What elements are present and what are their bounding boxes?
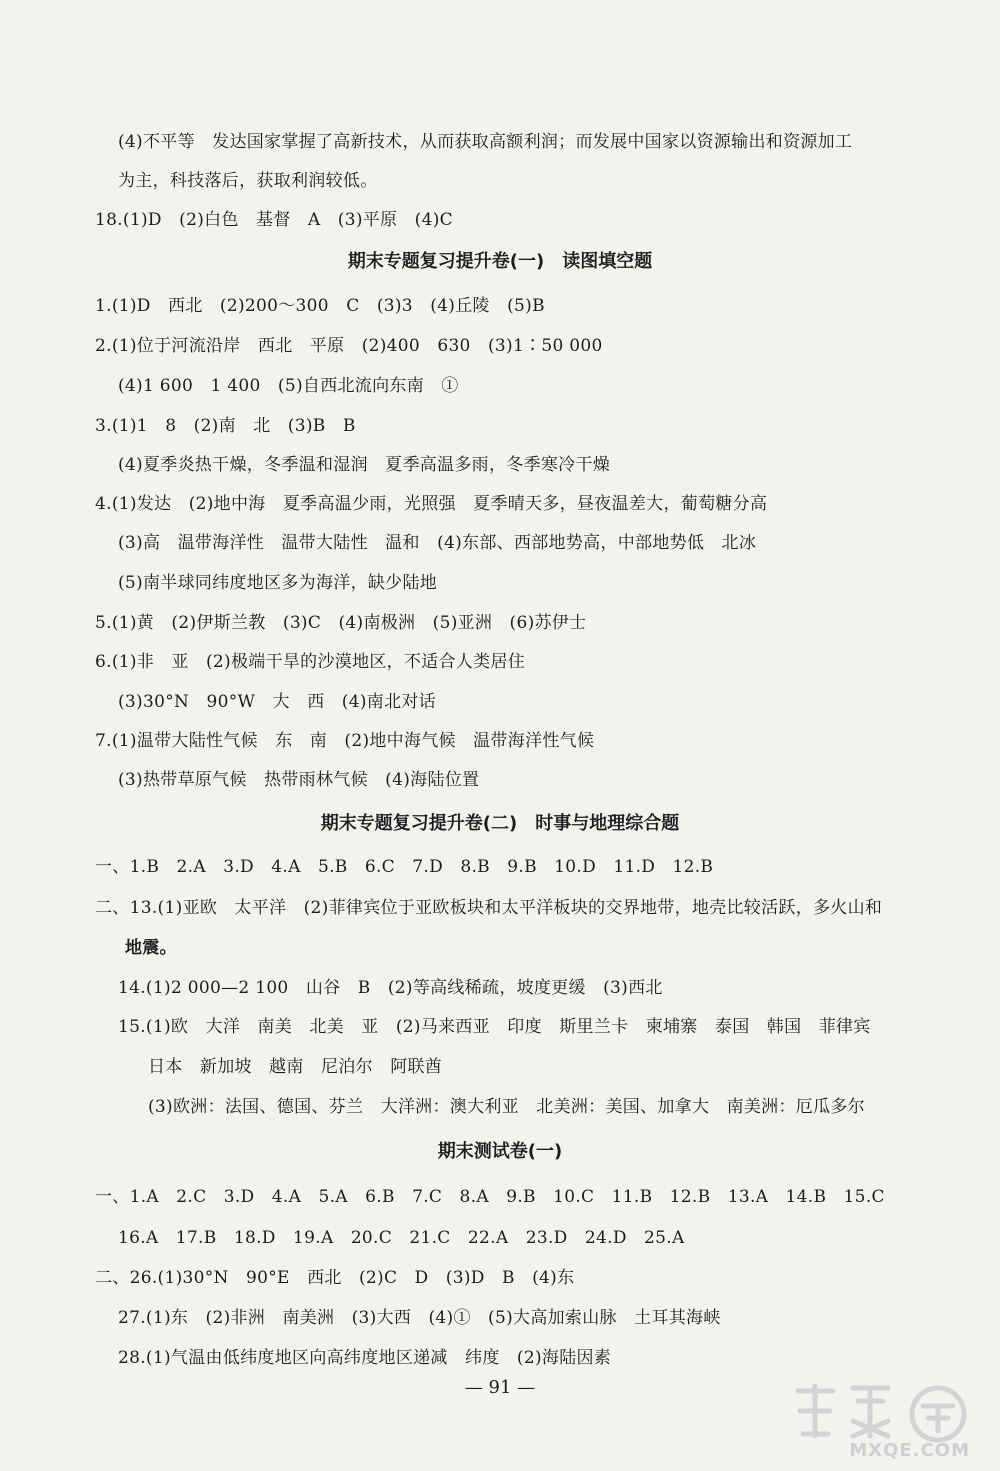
watermark-url: MXQE.COM <box>849 1440 970 1461</box>
answer-line: 一、1.A 2.C 3.D 4.A 5.A 6.B 7.C 8.A 9.B 10.C 11.B 12.B 13.A 14.B 15.C <box>95 1187 885 1207</box>
section-title: 期末专题复习提升卷(一) 读图填空题 <box>347 251 653 272</box>
answer-line: 4.(1)发达 (2)地中海 夏季高温少雨，光照强 夏季晴天多，昼夜温差大，葡萄糖分高 <box>95 494 768 514</box>
answer-line: 日本 新加坡 越南 尼泊尔 阿联酋 <box>148 1057 443 1077</box>
answer-line: 6.(1)非 亚 (2)极端干旱的沙漠地区，不适合人类居住 <box>95 652 526 672</box>
page-number: — 91 — <box>464 1377 536 1398</box>
answer-line: (3)欧洲：法国、德国、芬兰 大洋洲：澳大利亚 北美洲：美国、加拿大 南美洲：厄瓜多尔 <box>148 1097 865 1117</box>
answer-line: 28.(1)气温由低纬度地区向高纬度地区递减 纬度 (2)海陆因素 <box>118 1348 612 1368</box>
answer-line: 为主，科技落后，获取利润较低。 <box>118 171 378 191</box>
answer-line: (4)不平等 发达国家掌握了高新技术，从而获取高额利润；而发展中国家以资源输出和资源加工 <box>118 132 853 152</box>
answer-line: 27.(1)东 (2)非洲 南美洲 (3)大西 (4)① (5)大高加索山脉 土耳其海峡 <box>118 1308 721 1328</box>
answer-line: 地震。 <box>125 938 177 958</box>
answer-line: 1.(1)D 西北 (2)200～300 C (3)3 (4)丘陵 (5)B <box>95 296 545 316</box>
answer-line: 14.(1)2 000—2 100 山谷 B (2)等高线稀疏，坡度更缓 (3)西北 <box>118 978 663 998</box>
answer-line: 2.(1)位于河流沿岸 西北 平原 (2)400 630 (3)1∶50 000 <box>95 336 603 356</box>
answer-line: (3)高 温带海洋性 温带大陆性 温和 (4)东部、西部地势高，中部地势低 北冰 <box>118 533 757 553</box>
answer-line: 一、1.B 2.A 3.D 4.A 5.B 6.C 7.D 8.B 9.B 10.D 11.D 12.B <box>95 857 714 877</box>
section-title: 期末专题复习提升卷(二) 时事与地理综合题 <box>320 813 680 834</box>
answer-line: (4)夏季炎热干燥，冬季温和湿润 夏季高温多雨，冬季寒冷干燥 <box>118 455 611 475</box>
answer-line: (5)南半球同纬度地区多为海洋，缺少陆地 <box>118 573 438 593</box>
answer-line: (3)30°N 90°W 大 西 (4)南北对话 <box>118 692 436 712</box>
answer-line: (4)1 600 1 400 (5)自西北流向东南 ① <box>118 376 459 396</box>
answer-line: 5.(1)黄 (2)伊斯兰教 (3)C (4)南极洲 (5)亚洲 (6)苏伊士 <box>95 613 587 633</box>
answer-line: 15.(1)欧 大洋 南美 北美 亚 (2)马来西亚 印度 斯里兰卡 柬埔寨 泰国 韩国 菲律宾 <box>118 1017 871 1037</box>
answer-line: 3.(1)1 8 (2)南 北 (3)B B <box>95 416 356 436</box>
answer-line: 7.(1)温带大陆性气候 东 南 (2)地中海气候 温带海洋性气候 <box>95 731 595 751</box>
answer-line: 18.(1)D (2)白色 基督 A (3)平原 (4)C <box>95 210 453 230</box>
answer-line: 二、26.(1)30°N 90°E 西北 (2)C D (3)D B (4)东 <box>95 1268 575 1288</box>
answer-line: 16.A 17.B 18.D 19.A 20.C 21.C 22.A 23.D 24.D 25.A <box>118 1228 685 1248</box>
answer-line: 二、13.(1)亚欧 太平洋 (2)菲律宾位于亚欧板块和太平洋板块的交界地带，地壳比较活跃，多火山和 <box>95 898 883 918</box>
section-title: 期末测试卷(一) <box>437 1141 563 1162</box>
answer-line: (3)热带草原气候 热带雨林气候 (4)海陆位置 <box>118 770 480 790</box>
